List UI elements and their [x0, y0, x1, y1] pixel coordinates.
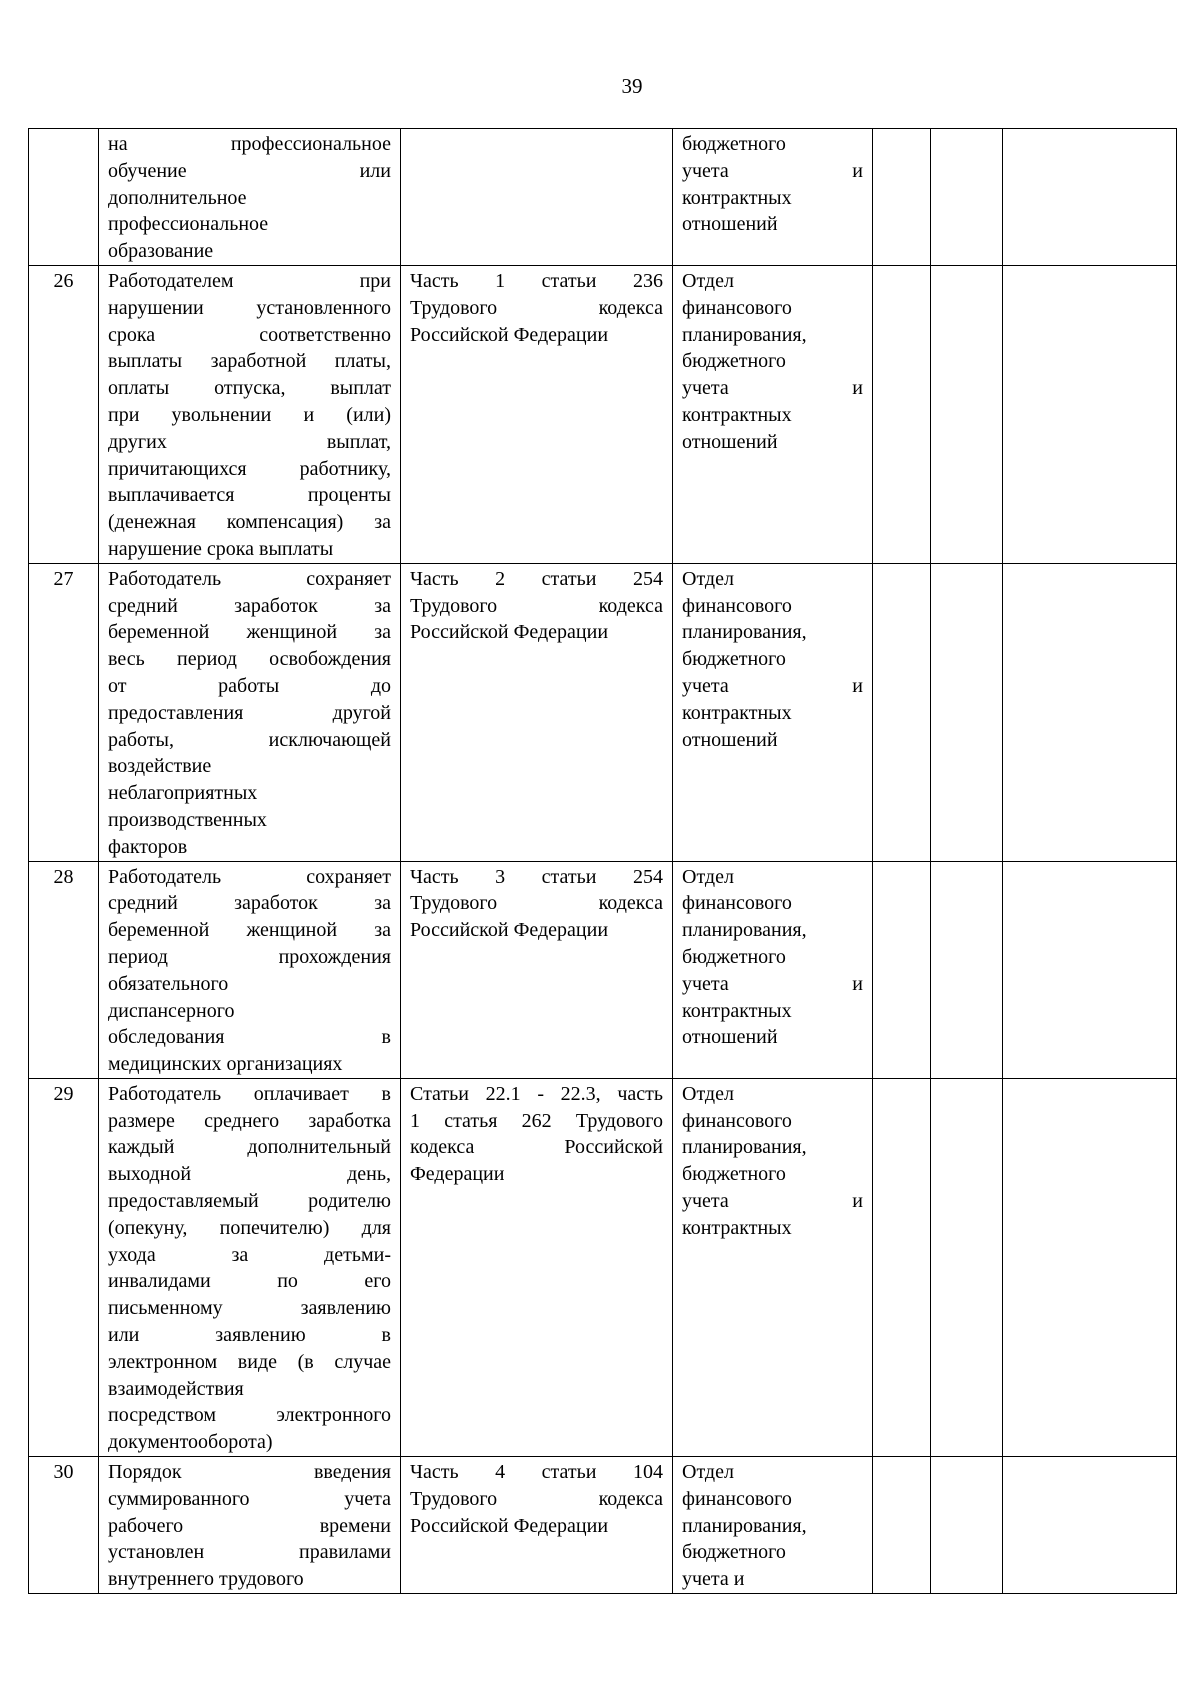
- legal-basis-line: Федерации: [410, 1163, 505, 1186]
- table-row: [29, 1078, 1177, 1456]
- department-line: планирования,: [682, 1136, 807, 1159]
- legal-basis-cell: [401, 1457, 673, 1594]
- legal-basis-line: Трудового кодекса: [410, 594, 663, 617]
- requirement-line: весь период освобождения: [108, 648, 391, 671]
- legal-basis-cell: [401, 861, 673, 1078]
- department-line: планирования,: [682, 621, 807, 644]
- table-row: [29, 265, 1177, 563]
- requirement-line: электронном виде (в случае: [108, 1350, 391, 1373]
- empty-cell: [931, 1078, 1003, 1456]
- legal-basis-line: Часть 3 статьи 254: [410, 865, 663, 888]
- requirement-line: воздействие: [108, 755, 212, 778]
- row-number: [29, 129, 99, 266]
- legal-basis-line: Статьи 22.1 - 22.3, часть: [410, 1082, 663, 1105]
- requirement-line: установлен правилами: [108, 1541, 391, 1564]
- table-row: [29, 1457, 1177, 1594]
- requirement-line: Работодателем при: [108, 269, 391, 292]
- requirement-line: нарушение срока выплаты: [108, 537, 334, 560]
- department-cell: [673, 861, 873, 1078]
- requirement-line: беременной женщиной за: [108, 919, 391, 942]
- legal-basis-line: Трудового кодекса: [410, 892, 663, 915]
- legal-basis-cell: [401, 563, 673, 861]
- requirement-line: образование: [108, 240, 214, 263]
- legal-basis-cell: [401, 1078, 673, 1456]
- department-cell: [673, 265, 873, 563]
- requirement-line: беременной женщиной за: [108, 621, 391, 644]
- requirement-line: инвалидами по его: [108, 1270, 391, 1293]
- department-line: Отдел: [682, 567, 734, 590]
- requirement-line: письменному заявлению: [108, 1297, 391, 1320]
- empty-cell: [1003, 1078, 1177, 1456]
- requirement-line: неблагоприятных: [108, 782, 258, 805]
- department-line: планирования,: [682, 1514, 807, 1537]
- department-line: контрактных: [682, 403, 792, 426]
- empty-cell: [873, 1457, 931, 1594]
- requirement-line: обучение или: [108, 159, 391, 182]
- requirement-line: Работодатель сохраняет: [108, 865, 391, 888]
- legal-basis-line: Часть 4 статьи 104: [410, 1461, 663, 1484]
- requirement-line: нарушении установленного: [108, 296, 391, 319]
- legal-basis-cell: [401, 265, 673, 563]
- department-line: финансового: [682, 594, 792, 617]
- requirement-line: (опекуну, попечителю) для: [108, 1216, 391, 1239]
- requirements-table: [28, 128, 1177, 1594]
- requirement-line: причитающихся работнику,: [108, 457, 391, 480]
- requirement-cell: [99, 1457, 401, 1594]
- requirement-line: от работы до: [108, 674, 391, 697]
- department-line: планирования,: [682, 919, 807, 942]
- department-line: бюджетного: [682, 648, 786, 671]
- requirement-line: предоставления другой: [108, 701, 391, 724]
- department-line: финансового: [682, 1109, 792, 1132]
- requirement-line: факторов: [108, 835, 188, 858]
- requirement-line: средний заработок за: [108, 892, 391, 915]
- requirement-line: выходной день,: [108, 1163, 391, 1186]
- department-line: Отдел: [682, 1082, 734, 1105]
- empty-cell: [1003, 129, 1177, 266]
- page-number: 39: [621, 74, 643, 98]
- requirement-line: оплаты отпуска, выплат: [108, 377, 391, 400]
- legal-basis-line: кодекса Российской: [410, 1136, 663, 1159]
- requirement-cell: [99, 1078, 401, 1456]
- department-line: планирования,: [682, 323, 807, 346]
- empty-cell: [931, 129, 1003, 266]
- requirement-cell: [99, 129, 401, 266]
- requirement-line: посредством электронного: [108, 1404, 391, 1427]
- requirement-line: выплаты заработной платы,: [108, 350, 391, 373]
- requirement-line: производственных: [108, 808, 267, 831]
- legal-basis-line: Часть 2 статьи 254: [410, 567, 663, 590]
- requirement-line: взаимодействия: [108, 1377, 244, 1400]
- legal-basis-line: 1 статья 262 Трудового: [410, 1109, 663, 1132]
- empty-cell: [1003, 861, 1177, 1078]
- legal-basis-line: Российской Федерации: [410, 919, 609, 942]
- department-line: Отдел: [682, 865, 734, 888]
- row-number: 29: [29, 1078, 99, 1456]
- requirement-line: при увольнении и (или): [108, 403, 391, 426]
- department-cell: [673, 1078, 873, 1456]
- department-line: учета и: [682, 159, 863, 182]
- requirement-line: дополнительное: [108, 186, 247, 209]
- department-line: финансового: [682, 1487, 792, 1510]
- empty-cell: [931, 265, 1003, 563]
- department-line: контрактных: [682, 701, 792, 724]
- requirement-line: внутреннего трудового: [108, 1568, 304, 1591]
- requirement-line: каждый дополнительный: [108, 1136, 391, 1159]
- department-cell: [673, 563, 873, 861]
- requirement-line: (денежная компенсация) за: [108, 511, 391, 534]
- empty-cell: [873, 1078, 931, 1456]
- requirement-line: обязательного: [108, 972, 229, 995]
- department-line: учета и: [682, 674, 863, 697]
- department-line: отношений: [682, 213, 778, 236]
- department-line: бюджетного: [682, 1163, 786, 1186]
- row-number: 26: [29, 265, 99, 563]
- department-line: учета и: [682, 972, 863, 995]
- requirement-line: срока соответственно: [108, 323, 391, 346]
- empty-cell: [873, 563, 931, 861]
- requirement-line: средний заработок за: [108, 594, 391, 617]
- requirement-line: Работодатель сохраняет: [108, 567, 391, 590]
- department-line: отношений: [682, 728, 778, 751]
- requirement-cell: [99, 563, 401, 861]
- row-number: 28: [29, 861, 99, 1078]
- department-line: контрактных: [682, 186, 792, 209]
- department-line: бюджетного: [682, 1541, 786, 1564]
- department-line: контрактных: [682, 999, 792, 1022]
- requirement-line: медицинских организациях: [108, 1053, 343, 1076]
- department-line: бюджетного: [682, 945, 786, 968]
- empty-cell: [1003, 563, 1177, 861]
- requirement-cell: [99, 265, 401, 563]
- department-line: контрактных: [682, 1216, 792, 1239]
- requirement-line: профессиональное: [108, 213, 269, 236]
- row-number: 27: [29, 563, 99, 861]
- department-cell: [673, 1457, 873, 1594]
- requirement-line: период прохождения: [108, 945, 391, 968]
- requirement-line: других выплат,: [108, 430, 391, 453]
- requirement-cell: [99, 861, 401, 1078]
- department-line: учета и: [682, 1568, 745, 1591]
- department-line: бюджетного: [682, 350, 786, 373]
- legal-basis-line: Часть 1 статьи 236: [410, 269, 663, 292]
- department-line: учета и: [682, 1190, 863, 1213]
- empty-cell: [931, 861, 1003, 1078]
- department-line: учета и: [682, 377, 863, 400]
- requirement-line: обследования в: [108, 1026, 391, 1049]
- department-line: финансового: [682, 892, 792, 915]
- empty-cell: [873, 129, 931, 266]
- requirement-line: или заявлению в: [108, 1324, 391, 1347]
- legal-basis-line: Российской Федерации: [410, 323, 609, 346]
- empty-cell: [873, 265, 931, 563]
- department-cell: [673, 129, 873, 266]
- department-line: бюджетного: [682, 133, 786, 155]
- department-line: Отдел: [682, 1461, 734, 1484]
- table-body: [29, 129, 1177, 1594]
- department-line: отношений: [682, 430, 778, 453]
- department-line: финансового: [682, 296, 792, 319]
- empty-cell: [1003, 1457, 1177, 1594]
- requirement-line: рабочего времени: [108, 1514, 391, 1537]
- department-line: отношений: [682, 1026, 778, 1049]
- empty-cell: [931, 1457, 1003, 1594]
- table-row: [29, 563, 1177, 861]
- requirement-line: размере среднего заработка: [108, 1109, 391, 1132]
- requirement-line: Порядок введения: [108, 1461, 391, 1484]
- requirement-line: ухода за детьми-: [108, 1243, 391, 1266]
- requirement-line: суммированного учета: [108, 1487, 391, 1510]
- empty-cell: [873, 861, 931, 1078]
- requirement-line: предоставляемый родителю: [108, 1190, 391, 1213]
- table-row: [29, 129, 1177, 266]
- legal-basis-cell: [401, 129, 673, 266]
- legal-basis-line: Трудового кодекса: [410, 296, 663, 319]
- requirement-line: работы, исключающей: [108, 728, 391, 751]
- legal-basis-line: Трудового кодекса: [410, 1487, 663, 1510]
- empty-cell: [931, 563, 1003, 861]
- requirement-line: Работодатель оплачивает в: [108, 1082, 391, 1105]
- empty-cell: [1003, 265, 1177, 563]
- legal-basis-line: Российской Федерации: [410, 1514, 609, 1537]
- row-number: 30: [29, 1457, 99, 1594]
- requirement-line: выплачивается проценты: [108, 484, 391, 507]
- requirement-line: на профессиональное: [108, 133, 391, 155]
- department-line: Отдел: [682, 269, 734, 292]
- requirement-line: документооборота): [108, 1431, 273, 1454]
- legal-basis-line: Российской Федерации: [410, 621, 609, 644]
- requirement-line: диспансерного: [108, 999, 235, 1022]
- table-row: [29, 861, 1177, 1078]
